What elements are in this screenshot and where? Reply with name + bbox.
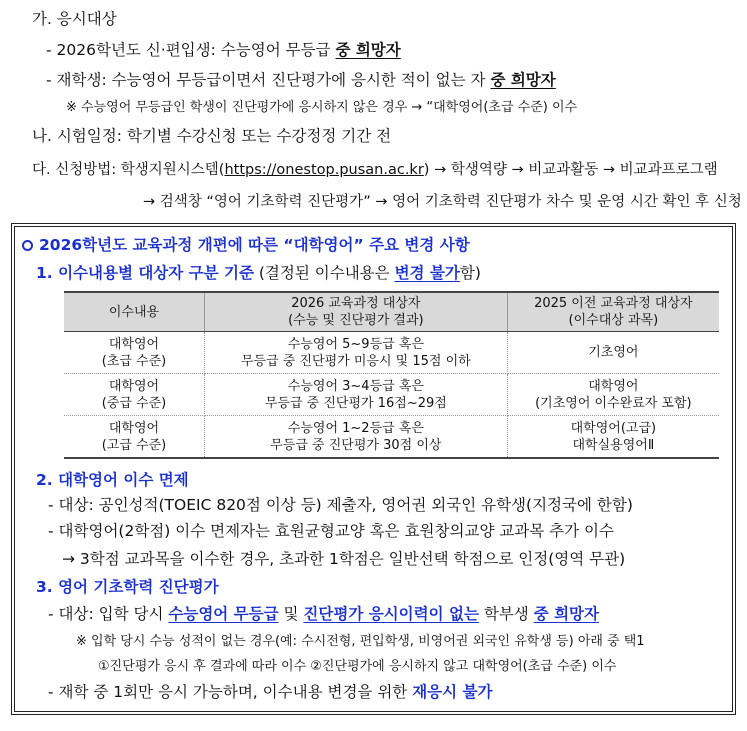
- section-na: 나. 시험일정: 학기별 수강신청 또는 수강정정 기간 전: [32, 127, 392, 145]
- section-ga-title: 가. 응시대상: [32, 10, 117, 28]
- section-ga-line-2: - 재학생: 수능영어 무등급이면서 진단평가에 응시한 적이 없는 자 중 희망자: [46, 71, 556, 89]
- s1-heading: 1. 이수내용별 대상자 구분 기준 (결정된 이수내용은 변경 불가함): [36, 264, 481, 282]
- s3-note-1: ※ 입학 당시 수능 성적이 없는 경우(예: 수시전형, 편입학생, 비영어권 외국인 유학생 등) 아래 중 택1: [76, 634, 645, 649]
- table-row: [64, 374, 719, 416]
- box-title: 2026학년도 교육과정 개편에 따른 “대학영어” 주요 변경 사항: [22, 235, 470, 255]
- criteria-table: [64, 291, 719, 459]
- section-da-line-1: 다. 신청방법: 학생지원시스템(https://onestop.pusan.ac.kr) → 학생역량 → 비교과활동 → 비교과프로그램: [32, 162, 718, 178]
- table-header: 이수내용: [64, 292, 205, 332]
- s3-line-1: - 대상: 입학 당시 수능영어 무등급 및 진단평가 응시이력이 없는 학부생 중 희망자: [48, 605, 599, 623]
- table-cell: 수능영어 3~4등급 혹은 무등급 중 진단평가 16점~29점: [205, 374, 508, 416]
- s2-line-1: - 대상: 공인성적(TOEIC 820점 이상 등) 제출자, 영어권 외국인 유학생(지정국에 한함): [48, 496, 633, 514]
- table-cell: 대학영어 (중급 수준): [64, 374, 205, 416]
- s3-note-2: ①진단평가 응시 후 결과에 따라 이수 ②진단평가에 응시하지 않고 대학영어(초급 수준) 이수: [98, 659, 617, 674]
- table-row: [64, 416, 719, 459]
- s2-line-3: → 3학점 교과목을 이수한 경우, 초과한 1학점은 일반선택 학점으로 인정(영역 무관): [62, 550, 626, 568]
- s3-line-2: - 재학 중 1회만 응시 가능하며, 이수내용 변경을 위한 재응시 불가: [48, 683, 493, 701]
- circle-bullet-icon: [22, 240, 33, 251]
- s2-line-2: - 대학영어(2학점) 이수 면제자는 효원균형교양 혹은 효원창의교양 교과목 추가 이수: [48, 522, 615, 540]
- s2-title: 2. 대학영어 이수 면제: [36, 471, 189, 489]
- table-cell: 대학영어 (기초영어 이수완료자 포함): [507, 374, 719, 416]
- s3-title: 3. 영어 기초학력 진단평가: [36, 578, 219, 596]
- table-cell: 대학영어 (초급 수준): [64, 332, 205, 374]
- table-cell: 대학영어(고급) 대학실용영어Ⅱ: [507, 416, 719, 459]
- table-row: [64, 332, 719, 374]
- table-cell: 수능영어 5~9등급 혹은 무등급 중 진단평가 미응시 및 15점 이하: [205, 332, 508, 374]
- table-cell: 수능영어 1~2등급 혹은 무등급 중 진단평가 30점 이상: [205, 416, 508, 459]
- table-header: 2026 교육과정 대상자 (수능 및 진단평가 결과): [205, 292, 508, 332]
- section-da-line-2: → 검색창 “영어 기초학력 진단평가” → 영어 기초학력 진단평가 차수 및 운영 시간 확인 후 신청: [143, 194, 742, 210]
- table-header: 2025 이전 교육과정 대상자 (이수대상 과목): [507, 292, 719, 332]
- section-ga-line-1: - 2026학년도 신·편입생: 수능영어 무등급 중 희망자: [46, 41, 401, 59]
- table-cell: 기초영어: [507, 332, 719, 374]
- table-cell: 대학영어 (고급 수준): [64, 416, 205, 459]
- section-ga-note: ※ 수능영어 무등급인 학생이 진단평가에 응시하지 않은 경우 → “대학영어(초급 수준) 이수: [66, 100, 578, 115]
- onestop-link[interactable]: https://onestop.pusan.ac.kr: [224, 162, 424, 178]
